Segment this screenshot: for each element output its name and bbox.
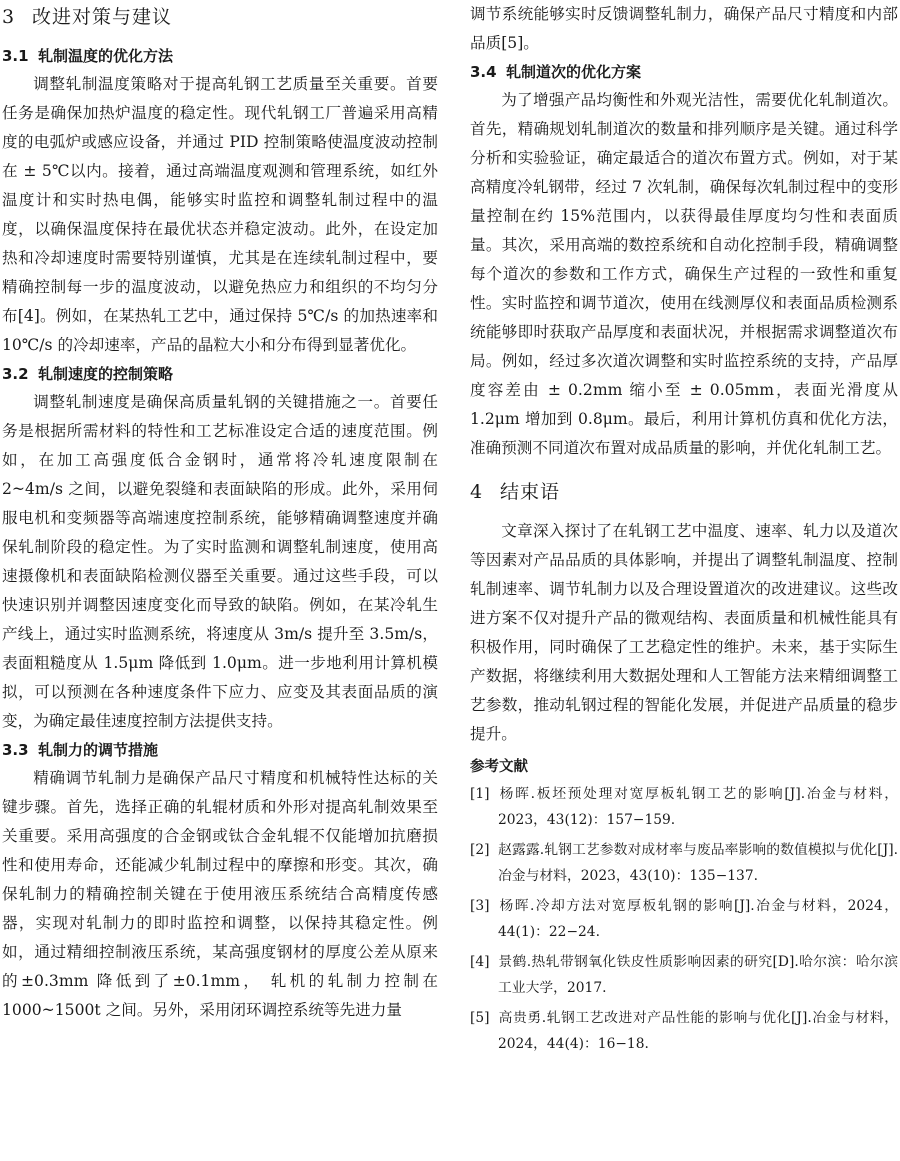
reference-index: [3] — [470, 898, 490, 914]
reference-text: 景鹤.热轧带钢氧化铁皮性质影响因素的研究[D].哈尔滨：哈尔滨工业大学，2017. — [498, 954, 898, 996]
subsection-3-1-heading — [2, 42, 438, 70]
reference-item — [470, 893, 898, 945]
reference-item — [470, 949, 898, 1001]
right-column — [470, 0, 898, 1061]
reference-index: [1] — [470, 786, 490, 802]
subsection-number: 3.4 — [470, 63, 497, 81]
reference-text: 赵露露.轧钢工艺参数对成材率与废品率影响的数值模拟与优化[J].冶金与材料，2023，43(10)：135−137. — [498, 842, 898, 884]
reference-text: 高贵勇.轧钢工艺改进对产品性能的影响与优化[J].冶金与材料，2024，44(4)：16−18. — [498, 1010, 898, 1052]
reference-text: 杨晖.板坯预处理对宽厚板轧钢工艺的影响[J].冶金与材料，2023，43(12)：157−159. — [498, 786, 898, 828]
section-3-heading — [2, 2, 438, 32]
subsection-3-3-heading — [2, 736, 438, 764]
reference-index: [4] — [470, 954, 490, 970]
section-number: 4 — [470, 481, 484, 503]
subsection-title: 轧制力的调节措施 — [38, 741, 159, 759]
paragraph-3-3-continued: 调节系统能够实时反馈调整轧制力，确保产品尺寸精度和内部品质[5]。 — [470, 5, 898, 52]
subsection-title: 轧制速度的控制策略 — [38, 365, 174, 383]
references-heading: 参考文献 — [470, 759, 528, 775]
reference-text: 杨晖.冷却方法对宽厚板轧钢的影响[J].冶金与材料，2024，44(1)：22−24. — [498, 898, 898, 940]
subsection-number: 3.2 — [2, 365, 29, 383]
reference-index: [2] — [470, 842, 490, 858]
subsection-number: 3.3 — [2, 741, 29, 759]
section-number: 3 — [2, 6, 16, 28]
reference-index: [5] — [470, 1010, 490, 1026]
reference-item — [470, 837, 898, 889]
paragraph-3-1: 调整轧制温度策略对于提高轧钢工艺质量至关重要。首要任务是确保加热炉温度的稳定性。现代轧钢工厂普遍采用高精度的电弧炉或感应设备，并通过 PID 控制策略使温度波动控制在 ± 5℃以内。接着，通过高端温度观测和管理系统，如红外温度计和实时热电偶，能够实时监控和调整轧制过程中的温度，以确保温度保持在最优状态并稳定波动。此外，在设定加热和冷却速度时需要特别谨慎，尤其是在连续轧制过程中，要精确控制每一步的温度波动，以避免热应力和组织的不均匀分布[4]。例如，在某热轧工艺中，通过保持 5℃/s 的加热速率和 10℃/s 的冷却速率，产品的晶粒大小和分布得到显著优化。 — [2, 75, 438, 354]
section-title: 改进对策与建议 — [32, 6, 173, 28]
paragraph-3-2: 调整轧制速度是确保高质量轧钢的关键措施之一。首要任务是根据所需材料的特性和工艺标准设定合适的速度范围。例如，在加工高强度低合金钢时，通常将冷轧速度限制在 2~4m/s 之间，以避免裂缝和表面缺陷的形成。此外，采用伺服电机和变频器等高端速度控制系统，能够精确调整速度并确保轧制阶段的稳定性。为了实时监测和调整轧制速度，使用高速摄像机和表面缺陷检测仪器至关重要。通过这些手段，可以快速识别并调整因速度变化而导致的缺陷。例如，在某冷轧生产线上，通过实时监测系统，将速度从 3m/s 提升至 3.5m/s，表面粗糙度从 1.5μm 降低到 1.0μm。进一步地利用计算机模拟，可以预测在各种速度条件下应力、应变及其表面品质的演变，为确定最佳速度控制方法提供支持。 — [2, 393, 438, 730]
section-4-heading — [470, 477, 898, 507]
subsection-3-4-heading — [470, 58, 898, 86]
subsection-number: 3.1 — [2, 47, 29, 65]
reference-item — [470, 781, 898, 833]
subsection-3-2-heading — [2, 360, 438, 388]
subsection-title: 轧制道次的优化方案 — [506, 63, 642, 81]
paragraph-3-4: 为了增强产品均衡性和外观光洁性，需要优化轧制道次。首先，精确规划轧制道次的数量和排列顺序是关键。通过科学分析和实验验证，确定最适合的道次布置方式。例如，对于某高精度冷轧钢带，经过 7 次轧制，确保每次轧制过程中的变形量控制在约 15%范围内，以获得最佳厚度均匀性和表面质量。其次，采用高端的数控系统和自动化控制手段，精确调整每个道次的参数和工作方式，确保生产过程的一致性和重复性。实时监控和调节道次，使用在线测厚仪和表面品质检测系统能够即时获取产品厚度和表面状况，并根据需求调整道次布局。例如，经过多次道次调整和实时监控系统的支持，产品厚度容差由 ± 0.2mm 缩小至 ± 0.05mm，表面光滑度从 1.2μm 增加到 0.8μm。最后，利用计算机仿真和优化方法，准确预测不同道次布置对成品质量的影响，并优化轧制工艺。 — [470, 91, 898, 457]
reference-item — [470, 1005, 898, 1057]
subsection-title: 轧制温度的优化方法 — [38, 47, 174, 65]
left-column — [2, 0, 438, 1025]
section-title: 结束语 — [500, 481, 561, 503]
paragraph-3-3: 精确调节轧制力是确保产品尺寸精度和机械特性达标的关键步骤。首先，选择正确的轧辊材质和外形对提高轧制效果至关重要。采用高强度的合金钢或钛合金轧辊不仅能增加抗磨损性和使用寿命，还能减少轧制过程中的摩擦和形变。其次，确保轧制力的精确控制关键在于使用液压系统结合高精度传感器，实现对轧制力的即时监控和调整，以保持其稳定性。例如，通过精细控制液压系统，某高强度钢材的厚度公差从原来的±0.3mm 降低到了±0.1mm， 轧机的轧制力控制在 1000~1500t 之间。另外，采用闭环调控系统等先进力量 — [2, 769, 438, 1019]
references-list — [470, 781, 898, 1057]
paragraph-4: 文章深入探讨了在轧钢工艺中温度、速率、轧力以及道次等因素对产品品质的具体影响，并提出了调整轧制温度、控制轧制速率、调节轧制力以及合理设置道次的改进建议。这些改进方案不仅对提升产品的微观结构、表面质量和机械性能具有积极作用，同时确保了工艺稳定性的维护。未来，基于实际生产数据，将继续利用大数据处理和人工智能方法来精细调整工艺参数，推动轧钢过程的智能化发展，并促进产品质量的稳步提升。 — [470, 522, 898, 743]
